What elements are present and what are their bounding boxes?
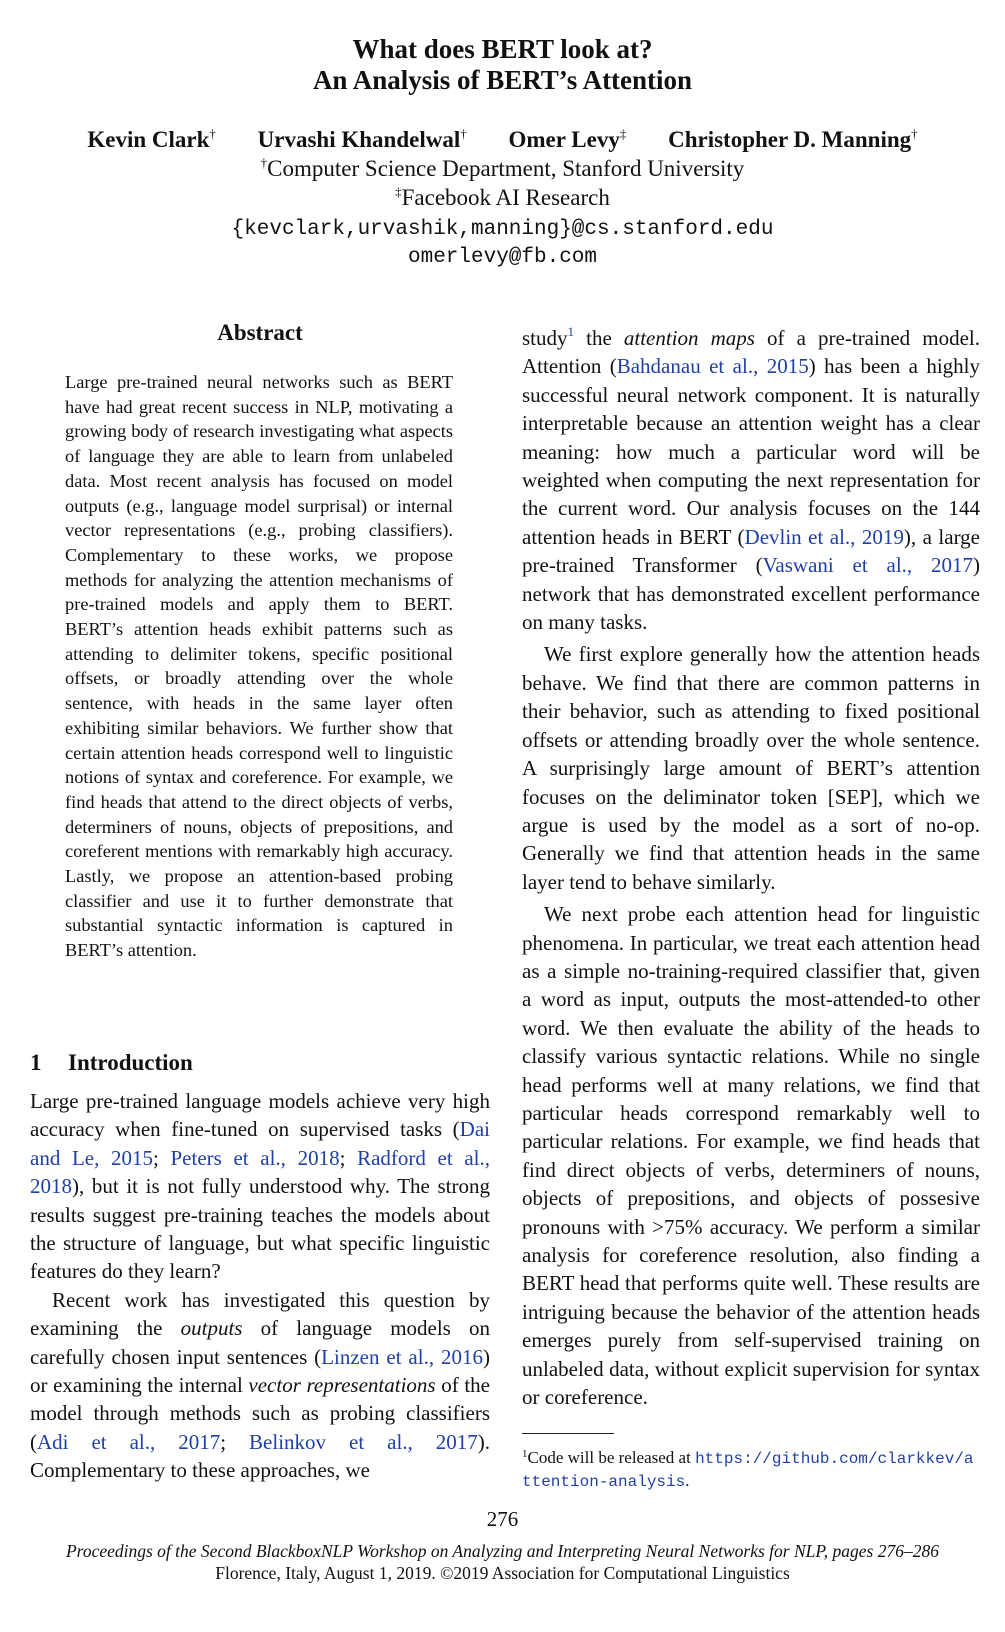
abstract-text: Large pre-trained neural networks such as BERT have had great recent success in NLP, motivating a growing body of research investigating what aspects of language they are able to learn from unlabeled data. Most recent analysis has focused on model outputs (e.g., language model surprisal) or internal vector representations (e.g., probing classifiers). Complementary to these works, we propose methods for analyzing the attention mechanisms of pre-trained models and apply them to BERT. BERT’s attention heads exhibit patterns such as attending to delimiter tokens, specific positional offsets, or broadly attending over the whole sentence, with heads in the same layer often exhibiting similar behaviors. We further show that certain attention heads correspond well to linguistic notions of syntax and coreference. For example, we find heads that attend to the direct objects of verbs, determiners of nouns, objects of prepositions, and coreferent mentions with remarkably high accuracy. Lastly, we propose an attention-based probing classifier and use it to further demonstrate that substantial syntactic information is captured in BERT’s attention.: [65, 372, 453, 961]
author-2: Urvashi Khandelwal†: [257, 126, 467, 152]
right-column-body: [522, 318, 980, 1411]
intro-paragraph-1: Large pre-trained language models achieve very high accuracy when fine-tuned on supervised tasks (Dai and Le, 2015; Peters et al., 2018; Radford et al., 2018), but it is not fully understood why. The strong results suggest pre-training teaches the models about the structure of language, but what specific linguistic features do they learn?: [30, 1089, 490, 1284]
intro-paragraph-2: Recent work has investigated this question by examining the outputs of language models on carefully chosen input sentences (Linzen et al., 2016) or examining the internal vector representations of the model through methods such as probing classifiers (Adi et al., 2017; Belinkov et al., 2017). Complementary to these approaches, we: [30, 1287, 490, 1483]
affiliation-facebook: ‡Facebook AI Research: [395, 184, 610, 210]
venue-line-1: Proceedings of the Second BlackboxNLP Workshop on Analyzing and Interpreting Neural Networks for NLP, pages 276–286: [65, 1541, 939, 1561]
citation-adi[interactable]: Adi et al., 2017: [37, 1429, 221, 1454]
citation-vaswani[interactable]: Vaswani et al., 2017: [762, 553, 973, 578]
abstract-heading: Abstract: [217, 320, 303, 345]
email-facebook: omerlevy@fb.com: [407, 246, 598, 269]
section-heading-introduction: [30, 1050, 193, 1076]
venue-footer: [0, 1540, 1005, 1584]
affiliation-stanford: †Computer Science Department, Stanford University: [260, 155, 745, 181]
citation-peters[interactable]: Peters et al., 2018: [170, 1145, 340, 1170]
citation-bahdanau[interactable]: Bahdanau et al., 2015: [616, 354, 809, 379]
venue-line-2: Florence, Italy, August 1, 2019. ©2019 Association for Computational Linguistics: [215, 1563, 790, 1583]
intro-paragraph-4: We first explore generally how the attention heads behave. We find that there are common patterns in their behavior, such as attending to fixed positional offsets or attending broadly over the whole sentence. A surprisingly large amount of BERT’s attention focuses on the deliminator token [SEP], which we argue is used by the model as a sort of no-op. Generally we find that attention heads in the same layer tend to behave similarly.: [522, 642, 980, 894]
left-column-body: [30, 1087, 490, 1485]
footnote-url[interactable]: https://github.com/clarkkev/attention-analysis: [522, 1450, 974, 1491]
intro-paragraph-3: study$^1$ the attention maps of a pre-trained model. Attention (Bahdanau et al., 2015) has been a highly successful neural network component. It is naturally interpretable because an attention weight has a clear meaning: how much a particular word will be weighted when computing the next representation for the current word. Our analysis focuses on the 144 attention heads in BERT (Devlin et al., 2019), a large pre-trained Transformer (Vaswani et al., 2017) network that has demonstrated excellent performance on many tasks.: [522, 324, 981, 635]
title-line-2: An Analysis of BERT’s Attention: [312, 65, 693, 95]
footnote-rule: [522, 1433, 614, 1434]
paper-title: [0, 34, 1005, 96]
author-4: Christopher D. Manning†: [668, 126, 918, 152]
page-number: 276: [486, 1507, 519, 1531]
citation-radford[interactable]: Radford et al., 2018: [30, 1145, 490, 1199]
section-title: Introduction: [68, 1050, 193, 1075]
citation-belinkov[interactable]: Belinkov et al., 2017: [249, 1429, 478, 1454]
title-line-1: What does BERT look at?: [352, 34, 653, 64]
section-number: 1: [30, 1050, 42, 1075]
citation-linzen[interactable]: Linzen et al., 2016: [321, 1344, 483, 1369]
author-emails: [0, 216, 1005, 272]
citation-devlin[interactable]: Devlin et al., 2019: [744, 524, 904, 549]
author-3: Omer Levy‡: [508, 126, 627, 152]
footnote-ref-1[interactable]: 1: [567, 324, 575, 339]
citation-dai-le[interactable]: Dai and Le, 2015: [30, 1117, 490, 1170]
intro-paragraph-5: We next probe each attention head for linguistic phenomena. In particular, we treat each attention head as a simple no-training-required classifier that, given a word as input, outputs the most-attended-to other word. We then evaluate the ability of the heads to classify various syntactic relations. While no single head performs well at many relations, we find that particular heads correspond remarkably well to particular relations. For example, we find heads that find direct objects of verbs, determiners of nouns, objects of prepositions, and objects of possesive pronouns with >75% accuracy. We perform a similar analysis for coreference resolution, also finding a BERT head that performs quite well. These results are intriguing because the behavior of the attention heads emerges purely from self-supervised training on unlabeled data, without explicit supervision for syntax or coreference.: [522, 902, 980, 1410]
email-stanford: {kevclark,urvashik,manning}@cs.stanford.edu: [231, 218, 774, 241]
footnote-1: $^1$Code will be released at https://github.com/clarkkev/attention-analysis.: [522, 1448, 974, 1491]
author-1: Kevin Clark†: [87, 126, 216, 152]
